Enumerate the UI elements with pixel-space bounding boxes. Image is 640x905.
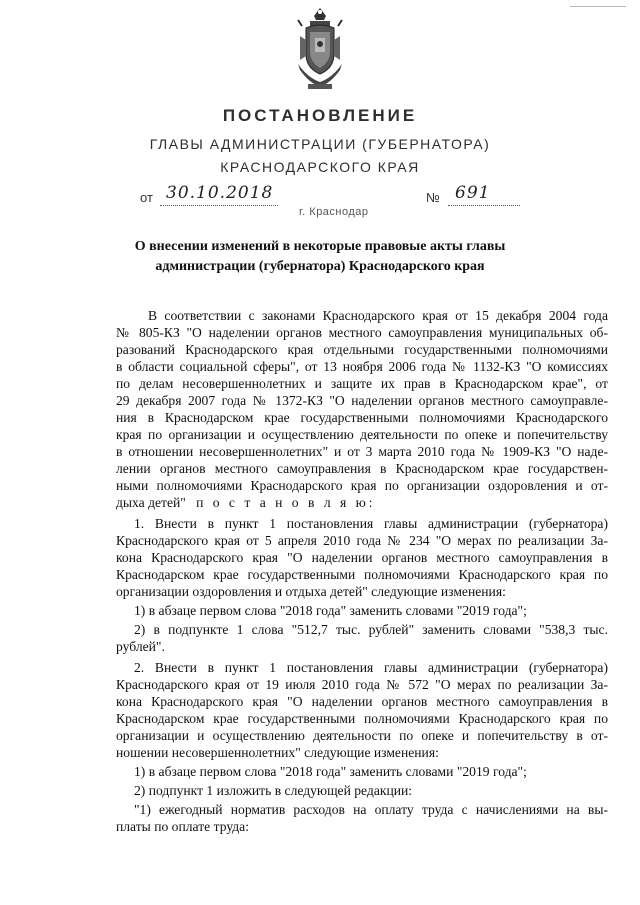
body-line: кона Краснодарского края "О наделении органов местного самоуправления в xyxy=(116,550,608,565)
subject-line-1: О внесении изменений в некоторые правовые акты главы xyxy=(134,239,506,254)
number-label: № xyxy=(426,190,440,205)
body-line: края по организации и осуществлению деятельности по опеке и попечительству xyxy=(116,427,608,442)
body-line: кона Краснодарского края "О наделении органов местного самоуправления в xyxy=(116,694,608,709)
body-line: Краснодарском крае государственными полномочиями Краснодарского края по xyxy=(116,711,608,726)
issuer-line: ГЛАВЫ АДМИНИСТРАЦИИ (ГУБЕРНАТОРА) xyxy=(149,136,491,152)
date-underline xyxy=(160,205,278,206)
body-line: разований Краснодарского края отдельными государственными полномочиями xyxy=(116,342,608,357)
number-underline xyxy=(448,205,520,206)
body-line: организации оздоровления и отдыха детей" следующие изменения: xyxy=(116,584,506,599)
body-line: в отношении несовершеннолетних" и от 3 марта 2010 года № 1909-КЗ "О наде- xyxy=(116,444,608,459)
body-line: рублей". xyxy=(116,639,165,654)
body-line: № 805-КЗ "О наделении органов местного самоуправления муниципальных об- xyxy=(116,325,608,340)
body-line: организации и осуществлению деятельности по опеке и попечительству в от- xyxy=(116,728,608,743)
body-line: ными полномочиями Краснодарского края по организации оздоровления и от- xyxy=(116,478,608,493)
date-label: от xyxy=(140,190,153,205)
body-line: 2) в подпункте 1 слова "512,7 тыс. рублей" заменить словами "538,3 тыс. xyxy=(134,622,608,637)
body-line: В соответствии с законами Краснодарского края от 15 декабря 2004 года xyxy=(148,308,608,323)
body-line: 2) подпункт 1 изложить в следующей редакции: xyxy=(134,783,413,798)
body-line: платы по оплате труда: xyxy=(116,819,249,834)
body-line: по делам несовершеннолетних и защите их прав в Краснодарском крае", от xyxy=(116,376,608,391)
body-line: 1) в абзаце первом слова "2018 года" заменить словами "2019 года"; xyxy=(134,764,527,779)
region-line: КРАСНОДАРСКОГО КРАЯ xyxy=(220,159,420,175)
subject-line-2: администрации (губернатора) Краснодарского края xyxy=(155,259,485,274)
body-line: 2. Внести в пункт 1 постановления главы администрации (губернатора) xyxy=(134,660,608,675)
body-line: ношении несовершеннолетних" следующие изменения: xyxy=(116,745,439,760)
scan-mark xyxy=(570,6,626,15)
body-line: Краснодарского края от 19 июля 2010 года № 572 "О мерах по реализации За- xyxy=(116,677,608,692)
date-handwritten: 30.10.2018 xyxy=(166,183,274,203)
decree-word: п о с т а н о в л я ю: xyxy=(196,495,376,510)
city-label: г. Краснодар xyxy=(299,206,369,218)
document-title: ПОСТАНОВЛЕНИЕ xyxy=(222,106,418,125)
body-line xyxy=(116,494,608,511)
body-line: Краснодарском крае государственными полномочиями Краснодарского края по xyxy=(116,567,608,582)
body-line: 29 декабря 2007 года № 1372-КЗ "О наделении органов местного самоуправле- xyxy=(116,393,608,408)
coat-of-arms-emblem xyxy=(296,6,344,94)
number-handwritten: 691 xyxy=(455,183,491,203)
body-line: "1) ежегодный норматив расходов на оплату труда с начислениями на вы- xyxy=(134,802,608,817)
body-line: 1. Внести в пункт 1 постановления главы администрации (губернатора) xyxy=(134,516,608,531)
body-line: в области социальной сферы", от 13 ноября 2006 года № 1132-КЗ "О комиссиях xyxy=(116,359,608,374)
body-line: лении органов местного самоуправления в Краснодарском крае государствен- xyxy=(116,461,608,476)
body-line-text: дыха детей" xyxy=(116,495,186,510)
body-line: 1) в абзаце первом слова "2018 года" заменить словами "2019 года"; xyxy=(134,603,527,618)
body-line: ния в Краснодарском крае государственными полномочиями Краснодарского xyxy=(116,410,608,425)
body-line: Краснодарского края от 5 апреля 2010 года № 234 "О мерах по реализации За- xyxy=(116,533,608,548)
